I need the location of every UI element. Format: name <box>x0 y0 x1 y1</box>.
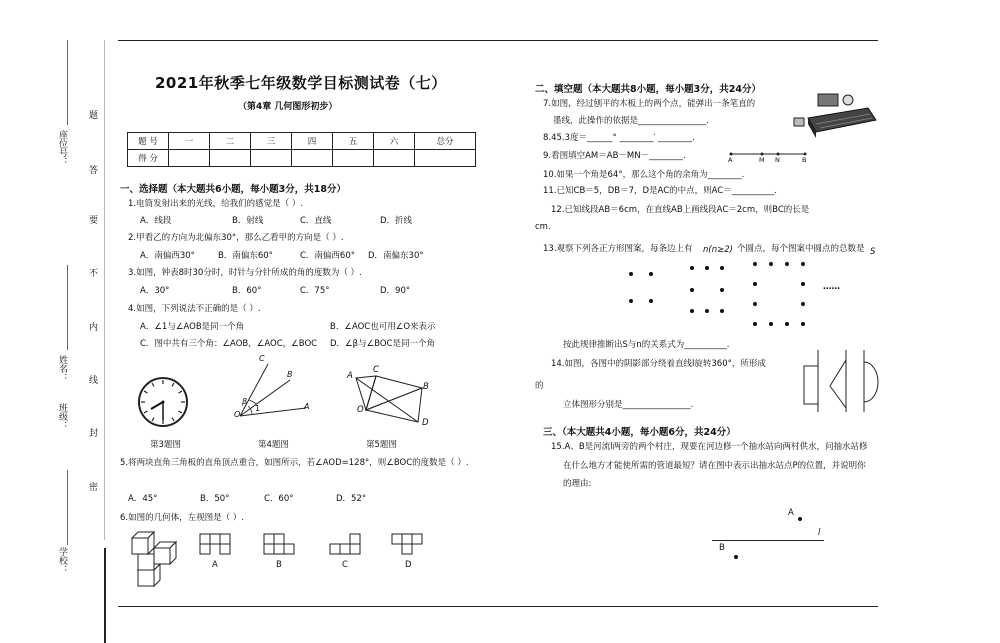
q3-option-d: D．90° <box>380 286 411 296</box>
q8-stem: 8.45.3度＝______° ________′ ________. <box>543 133 695 143</box>
score-cell[interactable] <box>374 150 415 167</box>
river-point-a: A <box>788 508 794 518</box>
score-cell[interactable] <box>251 150 292 167</box>
q15-stem-end: 的理由: <box>563 479 592 489</box>
seal-word-must: 要 <box>87 215 97 224</box>
section1-heading: 一、选择题（本大题共6小题，每小题3分，共18分） <box>120 184 346 195</box>
q12-stem: 12.已知线段AB＝6cm，在直线AB上画线段AC＝2cm，则BC的长是 <box>551 205 810 215</box>
page-title: 2021年秋季七年级数学目标测试卷（七） <box>155 74 447 92</box>
q6-option-b: B <box>276 560 282 570</box>
fig4-label-beta: β <box>242 397 248 406</box>
river-point-b: B <box>719 543 725 553</box>
q13-ellipsis: …… <box>823 282 840 292</box>
section2-heading: 二、填空题（本大题共8小题，每小题3分，共24分） <box>535 84 761 95</box>
fig4-label-a: A <box>304 402 310 411</box>
q9-label-b: B <box>802 156 807 164</box>
q6-view-c <box>328 532 364 558</box>
q9-label-a: A <box>728 156 733 164</box>
score-cell[interactable] <box>210 150 251 167</box>
fig5-label-d: D <box>422 418 429 428</box>
fig4-caption: 第4题图 <box>258 440 289 450</box>
river-line-l <box>712 540 824 541</box>
fig4-label-b: B <box>287 370 293 379</box>
fig4-label-1: 1 <box>255 404 261 413</box>
score-cell[interactable] <box>415 150 476 167</box>
q6-view-d <box>390 532 426 558</box>
score-table-score-row <box>128 150 476 167</box>
table-cell: 题 号 <box>128 133 169 150</box>
set-square-figure <box>350 364 430 426</box>
q9-label-n: N <box>775 156 780 164</box>
q11-stem: 11.已知CB＝5，DB＝7，D是AC的中点，则AC＝__________. <box>543 186 777 196</box>
q1-option-c: C．直线 <box>300 216 332 226</box>
table-cell: 总分 <box>415 133 476 150</box>
score-table <box>127 132 476 167</box>
q5-stem: 5.将两块直角三角板的直角顶点重合，如图所示，若∠AOD=128°，则∠BOC的度数是（ ）. <box>120 458 469 468</box>
q4-stem: 4.如图，下列说法不正确的是（ ）. <box>128 304 261 314</box>
rotation-shapes-figure <box>798 346 882 418</box>
q2-option-a: A．南偏西30° <box>140 251 195 261</box>
fig5-label-c: C <box>373 365 379 375</box>
table-cell: 得 分 <box>128 150 169 167</box>
fig4-label-o: O <box>234 410 241 419</box>
q5-option-d: D．52° <box>336 494 367 504</box>
q1-stem: 1.电筒发射出来的光线，给我们的感觉是（ ）. <box>128 199 304 209</box>
q3-option-b: B．60° <box>232 286 262 296</box>
q4-option-a: A．∠1与∠AOB是同一个角 <box>140 322 245 332</box>
table-cell: 一 <box>169 133 210 150</box>
q14-question: 立体图形分别是________________. <box>563 400 694 410</box>
q2-option-d: D．南偏东30° <box>368 251 424 261</box>
q9-stem: 9.看图填空AM＝AB－MN－________. <box>543 151 686 161</box>
q9-label-m: M <box>759 156 765 164</box>
school-underline <box>67 470 68 545</box>
table-cell: 五 <box>333 133 374 150</box>
binding-bold-line <box>104 548 106 643</box>
q3-option-a: A．30° <box>140 286 170 296</box>
fig4-label-c: C <box>259 354 265 363</box>
q15-stem-cont: 在什么地方才能使所需的管道最短？请在图中表示出抽水站点P的位置，并说明你 <box>563 461 866 471</box>
bottom-rule <box>118 606 878 607</box>
q2-stem: 2.甲看乙的方向为北偏东30°，那么乙看甲的方向是（ ）. <box>128 233 344 243</box>
q6-view-b <box>262 532 298 558</box>
score-cell[interactable] <box>292 150 333 167</box>
q5-option-c: C．60° <box>264 494 294 504</box>
page-subtitle: （第4章 几何图形初步） <box>238 102 338 112</box>
score-cell[interactable] <box>169 150 210 167</box>
name-underline <box>67 265 68 350</box>
score-cell[interactable] <box>333 150 374 167</box>
q13-n-expr: n(n≥2) <box>703 245 733 255</box>
top-rule <box>118 40 878 41</box>
fig5-caption: 第5题图 <box>366 440 397 450</box>
q13-stem-mid: 个圆点，每个图案中圆点的总数是 <box>737 244 865 254</box>
class-label: 班级： <box>57 403 67 430</box>
fig3-caption: 第3题图 <box>150 440 181 450</box>
q3-stem: 3.如图，钟表8时30分时，时针与分针所成的角的度数为（ ）. <box>128 268 362 278</box>
river-label-l: l <box>818 528 821 538</box>
cube-solid-figure <box>128 528 180 588</box>
seal-word-seal: 封 <box>87 428 97 437</box>
table-cell: 四 <box>292 133 333 150</box>
wood-plank-figure <box>788 88 880 140</box>
seal-word-answer: 答 <box>87 165 97 174</box>
q6-view-a <box>198 532 234 558</box>
q12-stem-cont: cm. <box>535 222 551 232</box>
q13-s-symbol: S <box>870 247 876 257</box>
q14-stem-cont: 的 <box>535 381 544 391</box>
fig5-label-b: B <box>423 382 429 392</box>
q1-option-b: B．射线 <box>232 216 264 226</box>
q6-option-c: C <box>342 560 348 570</box>
score-table-header-row <box>128 133 476 150</box>
q4-option-c: C．图中共有三个角：∠AOB，∠AOC，∠BOC <box>140 339 318 349</box>
seat-underline <box>67 40 68 125</box>
table-cell: 二 <box>210 133 251 150</box>
fig5-label-a: A <box>347 371 353 381</box>
seal-word-line: 线 <box>87 375 97 384</box>
q7-stem: 7.如图，经过刨平的木板上的两个点，能弹出一条笔直的 <box>543 99 756 109</box>
fig5-label-o: O <box>357 405 364 415</box>
clock-figure <box>137 376 189 428</box>
q13-stem: 13.观察下列各正方形图案，每条边上有 <box>543 244 693 254</box>
q4-option-b: B．∠AOC也可用∠O来表示 <box>330 322 436 332</box>
q4-option-d: D．∠β与∠BOC是同一个角 <box>330 339 436 349</box>
q2-option-b: B．南偏东60° <box>218 251 273 261</box>
q2-option-c: C．南偏西60° <box>300 251 356 261</box>
school-label: 学校： <box>57 547 67 574</box>
q1-option-a: A．线段 <box>140 216 172 226</box>
q5-option-b: B．50° <box>200 494 230 504</box>
q7-stem-cont: 墨线，此操作的依据是________________. <box>553 116 709 126</box>
q10-stem: 10.如果一个角是64°，那么这个角的余角为________. <box>543 170 745 180</box>
q5-option-a: A．45° <box>128 494 158 504</box>
section3-heading: 三、（本大题共4小题，每小题6分，共24分） <box>543 427 736 438</box>
q14-stem: 14.如图，各图中的阴影部分绕着直线l旋转360°，所形成 <box>551 359 766 369</box>
binding-guide-line <box>104 40 105 540</box>
table-cell: 六 <box>374 133 415 150</box>
point-b-dot <box>734 555 738 559</box>
name-label: 姓名： <box>57 355 67 382</box>
q6-stem: 6.如图的几何体，左视图是（ ）. <box>120 513 245 523</box>
q6-option-a: A <box>212 560 218 570</box>
seal-word-sealed: 密 <box>87 482 97 491</box>
q1-option-d: D．折线 <box>380 216 413 226</box>
q13-question: 按此规律推断出S与n的关系式为__________. <box>563 340 730 350</box>
seal-word-topic: 题 <box>87 110 97 119</box>
seal-word-not: 不 <box>87 268 97 277</box>
q3-option-c: C．75° <box>300 286 330 296</box>
seat-label: 座位号： <box>57 130 67 166</box>
table-cell: 三 <box>251 133 292 150</box>
q15-stem: 15.A、B是河流l两旁的两个村庄，现要在河边修一个抽水站向两村供水，问抽水站修 <box>551 442 868 452</box>
seal-word-inside: 内 <box>87 322 97 331</box>
point-a-dot <box>798 517 802 521</box>
q6-option-d: D <box>405 560 412 570</box>
segment-figure <box>728 150 808 164</box>
